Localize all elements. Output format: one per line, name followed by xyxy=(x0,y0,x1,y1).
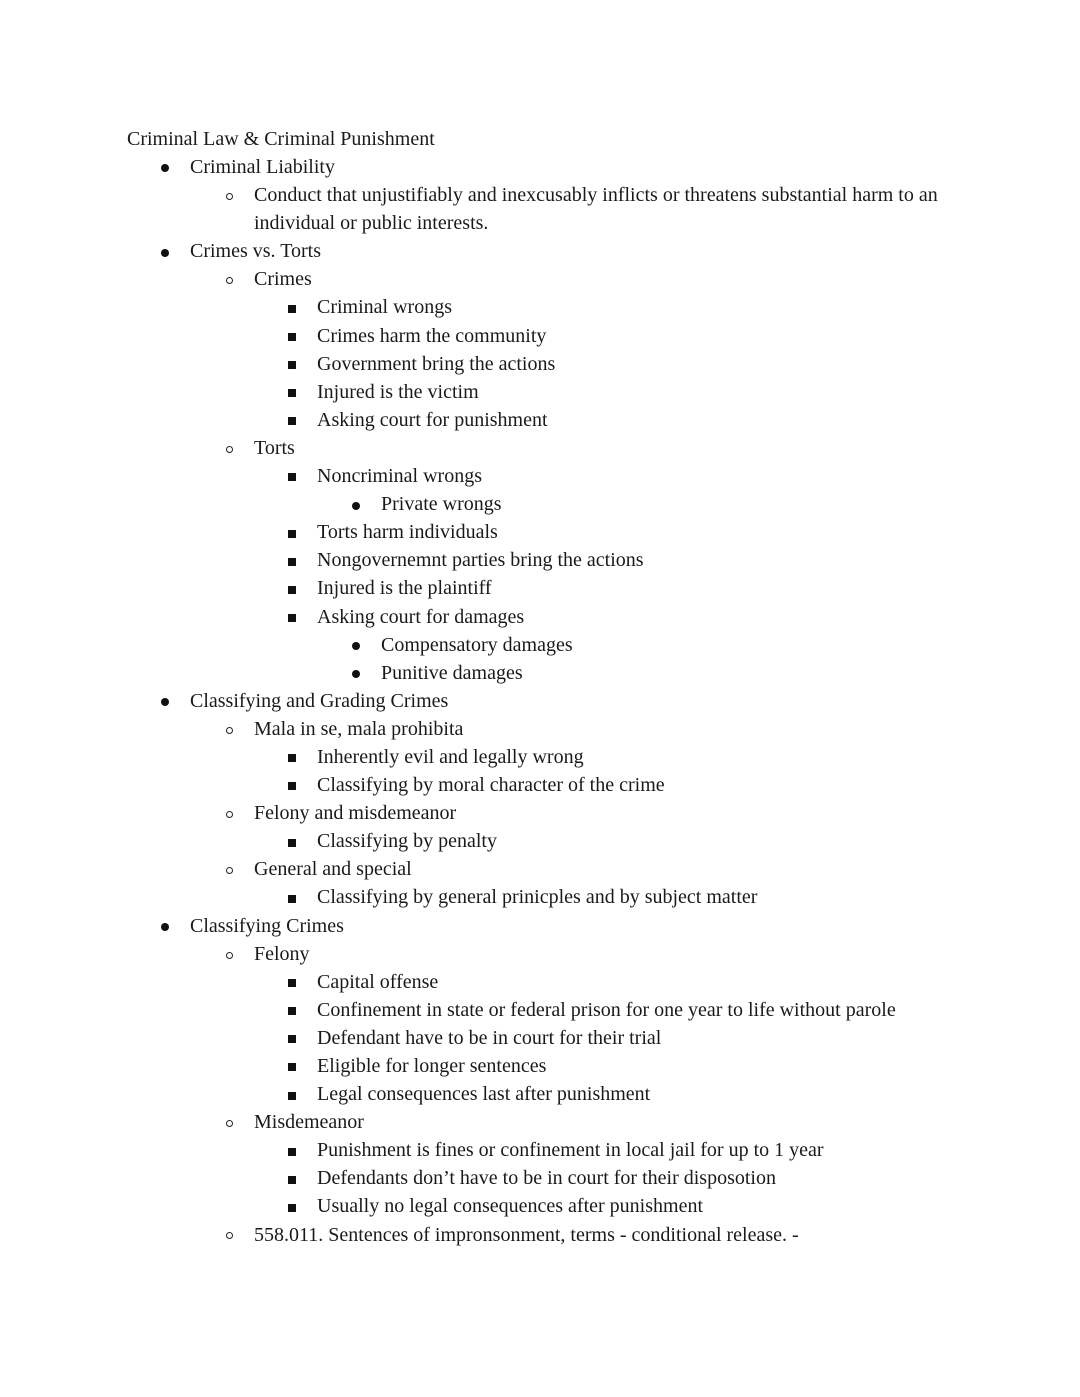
bullet-square-icon xyxy=(282,1024,302,1052)
list-item xyxy=(0,1108,1080,1136)
list-item-text: Compensatory damages xyxy=(381,633,573,656)
list-item-text: Conduct that unjustifiably and inexcusably inflicts or threatens substantial harm to an individual or public interests. xyxy=(254,184,938,235)
bullet-dot-icon xyxy=(346,659,366,687)
bullet-dot-icon xyxy=(346,631,366,659)
list-item-text: Private wrongs xyxy=(381,493,502,516)
list-item-text: Defendants don’t have to be in court for their disposotion xyxy=(317,1167,776,1190)
list-item-text: Classifying by general prinicples and by subject matter xyxy=(317,886,758,909)
bullet-square-icon xyxy=(282,743,302,771)
list-item-text: Nongovernemnt parties bring the actions xyxy=(317,549,644,572)
list-item-text: Classifying by moral character of the crime xyxy=(317,774,665,797)
notes-outline xyxy=(0,153,1080,1249)
list-item-text: Punishment is fines or confinement in local jail for up to 1 year xyxy=(317,1139,824,1162)
list-item-text: Confinement in state or federal prison for one year to life without parole xyxy=(317,998,896,1021)
list-item-text: Injured is the victim xyxy=(317,380,479,403)
list-item xyxy=(0,462,1080,490)
list-item-text: Crimes harm the community xyxy=(317,324,547,347)
bullet-circle-icon xyxy=(219,799,239,827)
list-item-text: Misdemeanor xyxy=(254,1111,364,1134)
list-item-text: 558.011. Sentences of impronsonment, terms - conditional release. - xyxy=(254,1223,799,1246)
list-item-text: General and special xyxy=(254,858,412,881)
bullet-dot-icon xyxy=(155,237,175,265)
list-item xyxy=(0,350,1080,378)
bullet-square-icon xyxy=(282,462,302,490)
list-item-text: Punitive damages xyxy=(381,661,523,684)
list-item-text: Eligible for longer sentences xyxy=(317,1055,547,1077)
list-item xyxy=(0,378,1080,406)
bullet-circle-icon xyxy=(219,265,239,293)
list-item xyxy=(0,546,1080,574)
bullet-circle-icon xyxy=(219,940,239,968)
list-item xyxy=(0,1164,1080,1192)
bullet-square-icon xyxy=(282,322,302,350)
list-item-text: Crimes xyxy=(254,268,312,291)
bullet-dot-icon xyxy=(346,490,366,518)
bullet-square-icon xyxy=(282,546,302,574)
list-item-text: Government bring the actions xyxy=(317,352,556,375)
list-item-text: Felony and misdemeanor xyxy=(254,802,457,825)
bullet-square-icon xyxy=(282,968,302,996)
bullet-square-icon xyxy=(282,827,302,855)
list-item xyxy=(0,743,1080,771)
list-item xyxy=(0,434,1080,462)
list-item xyxy=(0,968,1080,996)
list-item-text: Torts xyxy=(254,436,295,459)
bullet-circle-icon xyxy=(219,1108,239,1136)
list-item-text: Criminal wrongs xyxy=(317,296,452,319)
list-item-text: Classifying by penalty xyxy=(317,830,497,853)
bullet-dot-icon xyxy=(155,912,175,940)
list-item-text: Injured is the plaintiff xyxy=(317,577,492,600)
bullet-circle-icon xyxy=(219,434,239,462)
list-item-text: Mala in se, mala prohibita xyxy=(254,717,464,740)
list-item xyxy=(0,1080,1080,1108)
list-item-text: Classifying and Grading Crimes xyxy=(190,689,449,712)
list-item-text: Classifying Crimes xyxy=(190,914,344,937)
list-item-text: Asking court for punishment xyxy=(317,408,548,431)
bullet-square-icon xyxy=(282,996,302,1024)
list-item xyxy=(0,518,1080,546)
bullet-square-icon xyxy=(282,378,302,406)
list-item xyxy=(0,912,1080,940)
list-item xyxy=(0,322,1080,350)
list-item xyxy=(0,631,1080,659)
list-item xyxy=(0,603,1080,631)
list-item-text: Legal consequences last after punishment xyxy=(317,1083,651,1106)
list-item-text: Torts harm individuals xyxy=(317,521,498,544)
list-item-text: Asking court for damages xyxy=(317,605,525,628)
bullet-square-icon xyxy=(282,574,302,602)
list-item xyxy=(0,996,1080,1024)
bullet-square-icon xyxy=(282,883,302,911)
bullet-circle-icon xyxy=(219,715,239,743)
bullet-circle-icon xyxy=(219,181,239,209)
bullet-circle-icon xyxy=(219,855,239,883)
list-item-text: Felony xyxy=(254,942,310,965)
list-item-text: Capital offense xyxy=(317,970,439,993)
bullet-square-icon xyxy=(282,1136,302,1164)
list-item xyxy=(0,153,1080,181)
list-item xyxy=(0,490,1080,518)
list-item xyxy=(0,687,1080,715)
bullet-square-icon xyxy=(282,350,302,378)
list-item xyxy=(0,771,1080,799)
list-item-text: Defendant have to be in court for their trial xyxy=(317,1026,662,1049)
bullet-square-icon xyxy=(282,1164,302,1192)
list-item xyxy=(0,799,1080,827)
list-item-text: Inherently evil and legally wrong xyxy=(317,745,584,768)
bullet-square-icon xyxy=(282,1052,302,1080)
list-item xyxy=(0,855,1080,883)
bullet-circle-icon xyxy=(219,1221,239,1249)
bullet-square-icon xyxy=(282,603,302,631)
list-item-text: Crimes vs. Torts xyxy=(190,240,322,263)
list-item xyxy=(0,715,1080,743)
list-item xyxy=(0,827,1080,855)
bullet-square-icon xyxy=(282,1080,302,1108)
bullet-dot-icon xyxy=(155,687,175,715)
list-item xyxy=(0,265,1080,293)
list-item-text: Noncriminal wrongs xyxy=(317,465,482,488)
list-item xyxy=(0,181,1080,237)
bullet-square-icon xyxy=(282,771,302,799)
list-item-text: Criminal Liability xyxy=(190,156,335,178)
list-item xyxy=(0,940,1080,968)
list-item xyxy=(0,1052,1080,1080)
page-title: Criminal Law & Criminal Punishment xyxy=(127,128,435,150)
bullet-square-icon xyxy=(282,406,302,434)
list-item xyxy=(0,883,1080,911)
bullet-square-icon xyxy=(282,518,302,546)
list-item xyxy=(0,1192,1080,1220)
bullet-square-icon xyxy=(282,293,302,321)
list-item xyxy=(0,1136,1080,1164)
list-item xyxy=(0,659,1080,687)
list-item xyxy=(0,1221,1080,1249)
list-item xyxy=(0,406,1080,434)
list-item xyxy=(0,237,1080,265)
list-item xyxy=(0,293,1080,321)
list-item xyxy=(0,574,1080,602)
bullet-dot-icon xyxy=(155,153,175,181)
list-item-text: Usually no legal consequences after punishment xyxy=(317,1195,703,1218)
bullet-square-icon xyxy=(282,1192,302,1220)
list-item xyxy=(0,1024,1080,1052)
